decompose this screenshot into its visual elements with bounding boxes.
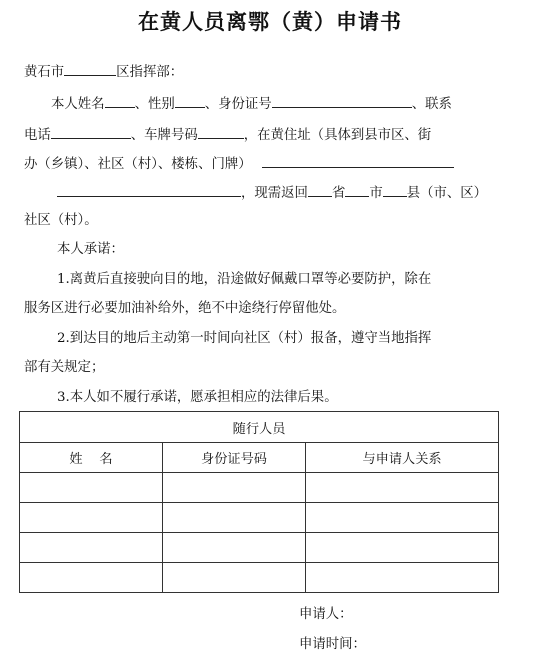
- gender-blank[interactable]: [175, 92, 205, 108]
- city-label: 市: [369, 186, 383, 201]
- id-number-blank[interactable]: [272, 92, 412, 108]
- applicant-label: 申请人：: [299, 607, 353, 622]
- table-row: [20, 533, 499, 563]
- community-label: 社区（村）。: [24, 213, 98, 228]
- contact-label: 、联系: [411, 97, 452, 112]
- companion-relationship-cell[interactable]: [306, 473, 499, 503]
- companions-caption-row: [20, 412, 499, 443]
- address-label-2: 办（乡镇）、社区（村）、楼栋、门牌）: [24, 157, 252, 172]
- return-label: ，现需返回: [241, 186, 308, 201]
- table-row: [20, 503, 499, 533]
- companion-id-cell[interactable]: [163, 563, 306, 593]
- column-header-id-number: 身份证号码: [163, 443, 306, 473]
- district-blank[interactable]: [64, 60, 116, 76]
- document-title: 在黄人员离鄂（黄）申请书: [138, 10, 402, 34]
- table-row: [20, 563, 499, 593]
- phone-blank[interactable]: [51, 123, 131, 139]
- companions-header-row: [20, 443, 499, 473]
- companion-id-cell[interactable]: [163, 533, 306, 563]
- pledge-item-2-line-2: 部有关规定；: [24, 360, 105, 375]
- pledge-item-1-line-2: 服务区进行必要加油补给外，绝不中途绕行停留他处。: [24, 301, 346, 316]
- city-blank[interactable]: [345, 181, 369, 197]
- form-line-4: [24, 181, 516, 204]
- companions-caption: 随行人员: [20, 412, 499, 443]
- form-line-2: [24, 123, 516, 146]
- column-header-relationship: 与申请人关系: [306, 443, 499, 473]
- column-header-name: 姓 名: [20, 443, 163, 473]
- name-blank[interactable]: [105, 92, 135, 108]
- pledge-item-3: 3.本人如不履行承诺，愿承担相应的法律后果。: [57, 390, 338, 405]
- form-line-1: [24, 92, 516, 115]
- table-row: [20, 473, 499, 503]
- address-label: ，在黄住址（具体到县市区、街: [243, 128, 432, 143]
- pledge-heading: 本人承诺：: [57, 242, 124, 257]
- companion-id-cell[interactable]: [163, 503, 306, 533]
- companion-relationship-cell[interactable]: [306, 563, 499, 593]
- address-blank-1[interactable]: [262, 152, 454, 168]
- addressee-line: [24, 60, 516, 83]
- application-date-label: 申请时间：: [299, 637, 366, 652]
- companion-name-cell[interactable]: [20, 503, 163, 533]
- companion-name-cell[interactable]: [20, 533, 163, 563]
- form-line-5: [24, 211, 516, 231]
- address-blank-2[interactable]: [57, 181, 241, 197]
- form-line-3: [24, 152, 516, 175]
- companion-name-cell[interactable]: [20, 563, 163, 593]
- province-label: 省: [331, 186, 346, 201]
- companion-relationship-cell[interactable]: [306, 533, 499, 563]
- county-label: 县（市、区）: [406, 186, 488, 201]
- gender-label: 、性别: [134, 97, 175, 112]
- pledge-item-2-line-1: 2.到达目的地后主动第一时间向社区（村）报备，遵守当地指挥: [57, 331, 432, 346]
- phone-label: 电话: [24, 128, 51, 143]
- companions-table: [19, 411, 499, 593]
- province-blank[interactable]: [308, 181, 332, 197]
- county-blank[interactable]: [383, 181, 407, 197]
- pledge-item-1-line-1: 1.离黄后直接驶向目的地，沿途做好佩戴口罩等必要防护，除在: [57, 272, 432, 287]
- addressee-prefix: 黄石市: [24, 65, 65, 80]
- plate-blank[interactable]: [198, 123, 244, 139]
- companion-name-cell[interactable]: [20, 473, 163, 503]
- companion-relationship-cell[interactable]: [306, 503, 499, 533]
- companion-id-cell[interactable]: [163, 473, 306, 503]
- plate-label: 、车牌号码: [130, 128, 198, 143]
- addressee-suffix: 区指挥部：: [116, 65, 184, 80]
- name-label: 本人姓名: [51, 97, 105, 112]
- id-label: 、身份证号: [204, 97, 272, 112]
